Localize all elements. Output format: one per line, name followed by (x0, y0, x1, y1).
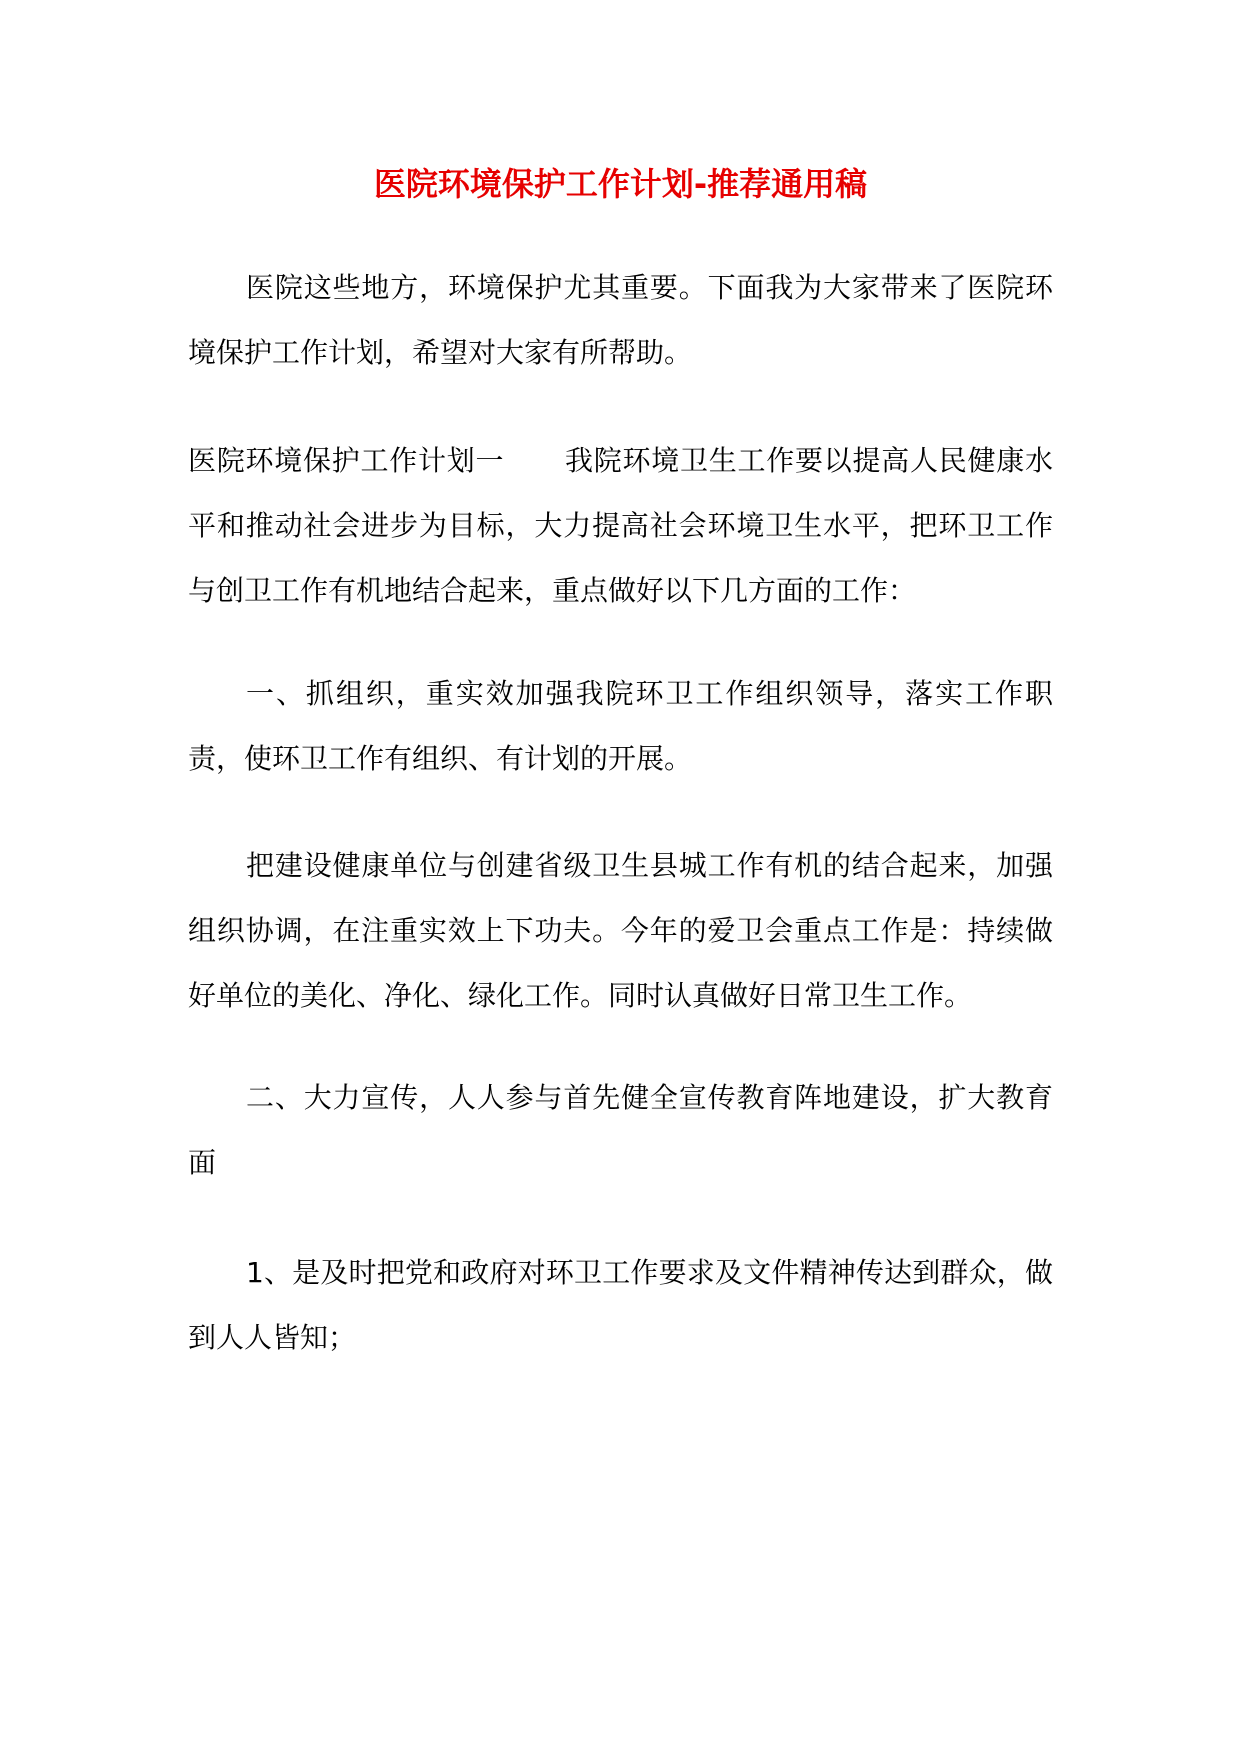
point-one-detail-paragraph: 把建设健康单位与创建省级卫生县城工作有机的结合起来，加强组织协调，在注重实效上下功夫。今年的爱卫会重点工作是：持续做好单位的美化、净化、绿化工作。同时认真做好日常卫生工作。 (188, 849, 1053, 1012)
section-lead: 我院环境卫生工作要以提高人民健康水平和推动社会进步为目标，大力提高社会环境卫生水平，把环卫工作与创卫工作有机地结合起来，重点做好以下几方面的工作： (188, 444, 1053, 607)
item-one-paragraph: 1、是及时把党和政府对环卫工作要求及文件精神传达到群众，做到人人皆知； (188, 1256, 1053, 1354)
document-title: 医院环境保护工作计划-推荐通用稿 (373, 165, 868, 203)
intro-paragraph: 医院这些地方，环境保护尤其重要。下面我为大家带来了医院环境保护工作计划，希望对大家有所帮助。 (188, 271, 1053, 369)
point-one-paragraph: 一、抓组织，重实效加强我院环卫工作组织领导，落实工作职责，使环卫工作有组织、有计划的开展。 (188, 677, 1053, 775)
section-paragraph (188, 428, 1053, 623)
point-two-paragraph: 二、大力宣传，人人参与首先健全宣传教育阵地建设，扩大教育面 (188, 1081, 1053, 1179)
section-heading: 医院环境保护工作计划一 (188, 444, 505, 477)
